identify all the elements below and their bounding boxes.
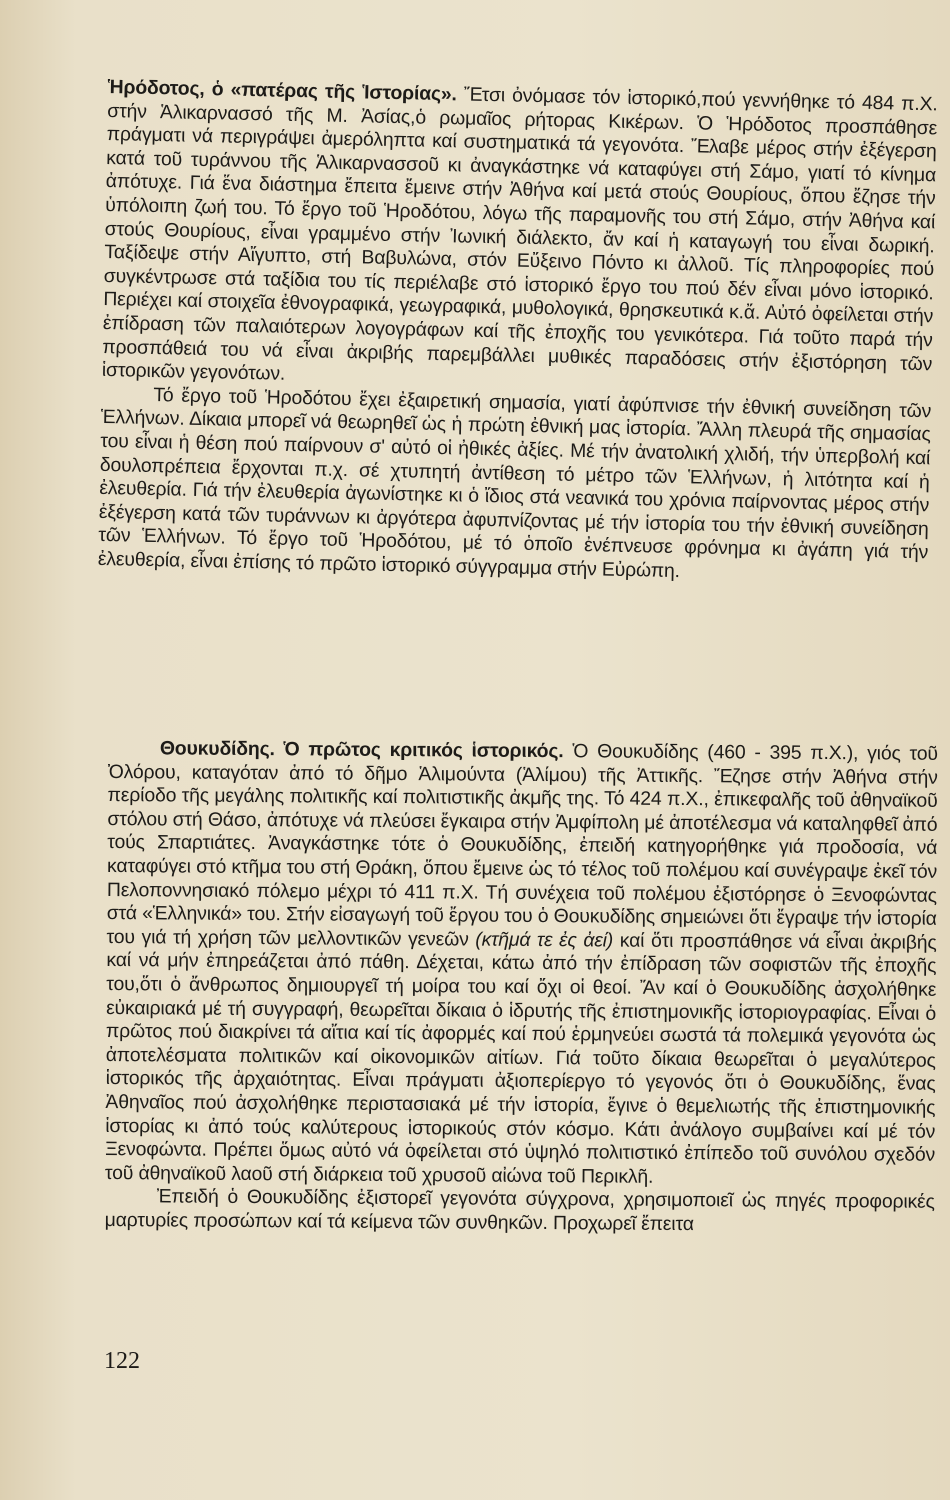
section-herodotus bbox=[98, 76, 938, 589]
herodotus-paragraph-2: Τό ἔργο τοῦ Ἡροδότου ἔχει ἐξαιρετική σημασία, γιατί ἀφύπνισε τήν ἐθνική συνείδηση τῶν Ἑλλήνων. Δίκαια μπορεῖ νά θεωρηθεῖ ὡς ἡ πρώτη ἐθνική μας ἱστορία. Ἄλλη πλευρά τῆς σημασίας του εἶναι ἡ θέση πού παίρνουν σ' αὐτό οἱ ἠθικές ἀξίες. Μέ τήν ἀνατολική χλιδή, τήν ὑπερβολή καί δουλοπρέπεια ἔρχονται π.χ. σέ χτυπητή ἀντίθεση τό μέτρο τῶν Ἑλλήνων, ἡ λιτότητα καί ἡ ἐλευθερία. Γιά τήν ἐλευθερία ἀγωνίστηκε κι ὁ ἴδιος στά νεανικά του χρόνια παίρνοντας μέρος στήν ἐξέγερση κατά τῶν τυράννων κι ἀργότερα ἀφυπνίζοντας μέ τήν ἱστορία του τήν ἐθνική συνείδηση τῶν Ἑλλήνων. Τό ἔργο τοῦ Ἡροδότου, μέ τό ὁποῖο ἐνέπνευσε φρόνημα κι ἀγάπη γιά τήν ἐλευθερία, εἶναι ἐπίσης τό πρῶτο ἱστορικό σύγγραμμα στήν Εὐρώπη. bbox=[97, 383, 932, 582]
page-number: 122 bbox=[104, 1348, 140, 1374]
thucydides-paragraph-2: Ἐπειδή ὁ Θουκυδίδης ἐξιστορεῖ γεγονότα σύγχρονα, χρησιμοποιεῖ ὡς πηγές προφορικές μαρτυρίες προσώπων καί τά κείμενα τῶν συνθηκῶν. Προχωρεῖ ἔπειτα bbox=[104, 1185, 935, 1235]
thucydides-paragraph-1-text-a: Ὁ Θουκυδίδης (460 - 395 π.Χ.), γιός τοῦ Ὀλόρου, καταγόταν ἀπό τό δῆμο Ἁλιμούντα (Ἁλίμου) τῆς Ἀττικῆς. Ἔζησε στήν Ἀθήνα στήν περίοδο τῆς μεγάλης πολιτικῆς καί πολιτιστικῆς ἀκμῆς της. Τό 424 π.Χ., ἐπικεφαλῆς τοῦ ἀθηναϊκοῦ στόλου στή Θάσο, ἀπότυχε νά πλεύσει ἔγκαιρα στήν Ἀμφίπολη μέ ἀποτέλεσμα νά καταληφθεῖ ἀπό τούς Σπαρτιάτες. Ἀναγκάστηκε τότε ὁ Θουκυδίδης, ἐπειδή κατηγορήθηκε γιά προδοσία, νά καταφύγει στό κτῆμα του στή Θράκη, ὅπου ἔμεινε ὡς τό τέλος τοῦ πολέμου καί συνέγραψε ἐκεῖ τόν Πελοποννησιακό πόλεμο μέχρι τό 411 π.Χ. Τή συνέχεια τοῦ πολέμου ἐξιστόρησε ὁ Ξενοφώντας στά «Ἑλληνικά» του. Στήν εἰσαγωγή τοῦ ἔργου του ὁ Θουκυδίδης σημειώνει ὅτι ἔγραψε τήν ἱστορία του γιά τή χρήση τῶν μελλοντικῶν γενεῶν bbox=[106, 740, 938, 951]
section-thucydides bbox=[105, 737, 938, 1238]
herodotus-heading: Ἡρόδοτος, ὁ «πατέρας τῆς Ἱστορίας». bbox=[107, 76, 458, 106]
thucydides-paragraph-1 bbox=[105, 737, 938, 1191]
herodotus-paragraph-1 bbox=[102, 76, 938, 400]
herodotus-paragraph-1-text: Ἔτσι ὀνόμασε τόν ἱστορικό,πού γεννήθηκε τό 484 π.Χ. στήν Ἁλικαρνασσό τῆς Μ. Ἀσίας,ὁ ρωμαῖος ρήτορας Κικέρων. Ὁ Ἡρόδοτος προσπάθησε πράγματι νά περιγράψει ἀμερόληπτα καί συστηματικά τά γεγονότα. Ἔλαβε μέρος στήν ἐξέγερση κατά τοῦ τυράννου τῆς Ἁλικαρνασσοῦ κι ἀναγκάστηκε νά καταφύγει στή Σάμο, γιατί τό κίνημα ἀπότυχε. Γιά ἕνα διάστημα ἔπειτα ἔμεινε στήν Ἀθήνα καί μετά στούς Θουρίους, ὅπου ἔζησε τήν ὑπόλοιπη ζωή του. Τό ἔργο τοῦ Ἡροδότου, λόγω τῆς παραμονῆς του στή Σάμο, στήν Ἀθήνα καί στούς Θουρίους, εἶναι γραμμένο στήν Ἰωνική διάλεκτο, ἄν καί ἡ καταγωγή του εἶναι δωρική. Ταξίδεψε στήν Αἴγυπτο, στή Βαβυλώνα, στόν Εὔξεινο Πόντο κι ἀλλοῦ. Τίς πληροφορίες πού συγκέντρωσε στά ταξίδια του τίς περιέλαβε στό ἱστορικό ἔργο του πού δέν εἶναι μόνο ἱστορικό. Περιέχει καί στοιχεῖα ἐθνογραφικά, γεωγραφικά, μυθολογικά, θρησκευτικά κ.ἄ. Αὐτό ὀφείλεται στήν ἐπίδραση τῶν παλαιότερων λογογράφων καί τῆς ἐποχῆς του γενικότερα. Γιά τοῦτο παρά τήν προσπάθειά του νά εἶναι ἀκριβής παρεμβάλλει μυθικές παραδόσεις στήν ἐξιστόρηση τῶν ἱστορικῶν γεγονότων. bbox=[101, 83, 938, 385]
thucydides-heading: Θουκυδίδης. Ὁ πρῶτος κριτικός ἱστορικός. bbox=[159, 737, 564, 763]
thucydides-paragraph-1-text-b: καί ὅτι προσπάθησε νά εἶναι ἀκριβής καί νά μήν ἐπηρεάζεται ἀπό πάθη. Δέχεται, κάτω ἀπό τήν ἐπίδραση τῶν σοφιστῶν τῆς ἐποχῆς του,ὅτι ὁ ἄνθρωπος δημιουργεῖ τή μοίρα του καί ὄχι οἱ θεοί. Ἄν καί ὁ Θουκυδίδης ἀσχολήθηκε εὐκαιριακά μέ τή συγγραφή, θεωρεῖται δίκαια ὁ ἱδρυτής τῆς ἐπιστημονικῆς ἱστοριογραφίας. Εἶναι ὁ πρῶτος πού διακρίνει τά αἴτια καί τίς ἀφορμές καί πού ἑρμηνεύει σωστά τά πολεμικά γεγονότα ὡς ἀποτελέσματα πολιτικῶν καί οἰκονομικῶν αἰτίων. Γιά τοῦτο δίκαια θεωρεῖται ὁ μεγαλύτερος ἱστορικός τῆς ἀρχαιότητας. Εἶναι πράγματι ἀξιοπερίεργο τό γεγονός ὅτι ὁ Θουκυδίδης, ἕνας Ἀθηναῖος πού ἀσχολήθηκε περιστασιακά μέ τήν ἱστορία, ἔγινε ὁ θεμελιωτής τῆς ἐπιστημονικής ἱστορίας κι ἀπό τούς καλύτερους ἱστορικούς στόν κόσμο. Κάτι ἀνάλογο συμβαίνει καί μέ τόν Ξενοφώντα. Πρέπει ὅμως αὐτό νά ὀφείλεται στό ὑψηλό πολιτιστικό ἐπίπεδο τοῦ συνόλου σχεδόν τοῦ ἀθηναϊκοῦ λαοῦ στή διάρκεια τοῦ χρυσοῦ αἰώνα τοῦ Περικλῆ. bbox=[104, 929, 937, 1188]
thucydides-quote: (κτῆμά τε ἐς ἀεί) bbox=[475, 928, 614, 952]
